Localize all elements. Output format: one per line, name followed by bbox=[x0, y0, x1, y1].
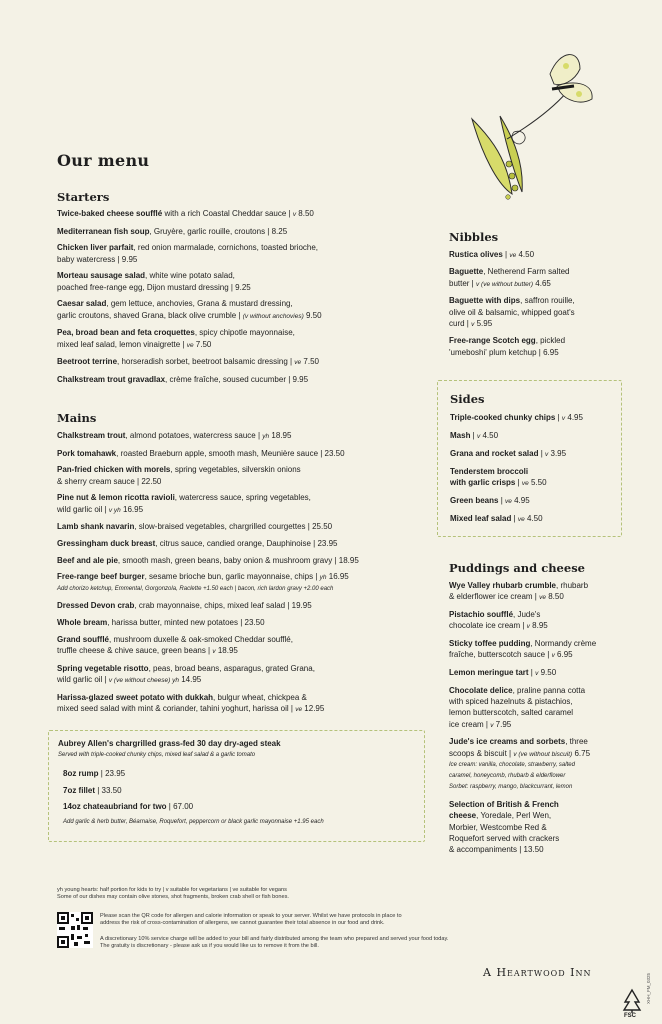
item-price: 4.65 bbox=[533, 278, 551, 288]
item-line bbox=[449, 667, 624, 679]
item-line bbox=[449, 591, 624, 603]
item-name: Mixed leaf salad bbox=[450, 513, 512, 523]
diet-tag: ve bbox=[521, 479, 529, 487]
item-price: 14.95 bbox=[178, 675, 202, 685]
item-price: 8.50 bbox=[296, 209, 314, 218]
service-line-1: A discretionary 10% service charge will be added to your bill and fairly distributed among the team who prepared and served your food today. bbox=[100, 936, 449, 942]
mains-list bbox=[57, 430, 437, 721]
qr-code[interactable] bbox=[57, 912, 93, 948]
item-line bbox=[57, 538, 437, 549]
item-name-2: cheese bbox=[449, 811, 477, 821]
item-price: 12.95 bbox=[302, 704, 325, 714]
item-desc-line2: scoops & biscuit | bbox=[449, 748, 514, 758]
item-desc: , spring vegetables, silverskin onions bbox=[170, 465, 301, 475]
item-price: 16.95 bbox=[326, 572, 349, 582]
steak-name: 7oz fillet bbox=[63, 785, 96, 795]
item-line bbox=[449, 707, 624, 718]
sides-item bbox=[450, 466, 615, 490]
mains-item bbox=[57, 521, 437, 532]
item-note: caramel, honeycomb, rhubarb & elderflower bbox=[449, 773, 566, 780]
item-line bbox=[449, 649, 624, 661]
item-name: Baguette with dips bbox=[449, 296, 521, 306]
item-line bbox=[57, 464, 437, 475]
puddings-item bbox=[449, 667, 624, 679]
item-desc: | bbox=[515, 477, 522, 487]
item-desc: , horseradish sorbet, beetroot balsamic dressing | bbox=[117, 357, 295, 367]
item-desc: , saffron rouille, bbox=[520, 296, 575, 306]
mains-item bbox=[57, 430, 437, 442]
item-name: Tenderstem broccoli bbox=[450, 466, 529, 476]
sides-item bbox=[450, 495, 615, 507]
page-title: Our menu bbox=[57, 151, 150, 170]
starters-item bbox=[57, 374, 427, 385]
item-desc: | bbox=[555, 413, 562, 422]
item-desc: , sesame brioche bun, garlic mayonnaise, chips | bbox=[144, 572, 320, 582]
starters-item bbox=[57, 270, 427, 293]
item-line bbox=[57, 476, 437, 487]
diet-tag: v bbox=[561, 415, 566, 422]
mains-item bbox=[57, 555, 437, 566]
starters-item bbox=[57, 298, 427, 322]
allergen-line-2: address the risk of cross-contamination of allergens, we cannot guarantee their total absence in our food and drink. bbox=[100, 920, 385, 927]
item-desc: , spicy chipotle mayonnaise, bbox=[194, 328, 295, 338]
item-line bbox=[449, 249, 624, 261]
steak-item bbox=[63, 768, 403, 779]
item-desc: , smooth mash, green beans, baby onion & mushroom gravy | 18.95 bbox=[117, 555, 359, 565]
item-desc: , gem lettuce, anchovies, Grana & mustard dressing, bbox=[106, 299, 293, 309]
item-price: 4.50 bbox=[480, 430, 499, 440]
item-name: Triple-cooked chunky chips bbox=[450, 413, 556, 422]
item-name: Free-range Scotch egg bbox=[449, 336, 536, 346]
item-line bbox=[57, 374, 427, 385]
item-line bbox=[449, 620, 624, 632]
item-line bbox=[449, 307, 624, 318]
item-name: Pea, broad bean and feta croquettes bbox=[57, 328, 195, 338]
item-price: 9.50 bbox=[538, 667, 557, 677]
steak-sub: Served with triple-cooked chunky chips, mixed leaf salad & a garlic tomato bbox=[58, 752, 256, 758]
item-desc: , watercress sauce, spring vegetables, bbox=[174, 493, 311, 503]
puddings-item bbox=[449, 609, 624, 633]
item-line bbox=[57, 356, 427, 368]
item-price: 7.95 bbox=[493, 719, 512, 729]
item-price: 4.50 bbox=[524, 513, 543, 523]
diet-tag: yh bbox=[262, 433, 270, 440]
item-line bbox=[450, 448, 615, 460]
item-desc: | bbox=[511, 513, 518, 523]
starters-item bbox=[57, 356, 427, 368]
diet-tag: ve bbox=[186, 341, 194, 349]
item-name: Pork tomahawk bbox=[57, 448, 117, 458]
mains-item bbox=[57, 663, 437, 687]
diet-tag: v (ve without butter) bbox=[475, 280, 534, 288]
item-desc: | bbox=[502, 250, 510, 259]
item-desc-line3: curd | bbox=[449, 318, 472, 328]
item-desc-line2: chocolate ice cream | bbox=[449, 621, 527, 631]
diet-tag: v bbox=[526, 623, 530, 631]
item-line bbox=[57, 448, 437, 459]
legend-line-2: Some of our dishes may contain olive stones, shot fragments, broken crab shell or fish bones. bbox=[57, 894, 289, 901]
item-desc-line4: & accompaniments | 13.50 bbox=[449, 845, 544, 855]
item-name: Mediterranean fish soup bbox=[57, 226, 150, 236]
steak-name: 14oz chateaubriand for two bbox=[63, 802, 167, 812]
item-price: 9.50 bbox=[303, 310, 322, 320]
mains-item bbox=[57, 492, 437, 516]
steak-price: | 33.50 bbox=[95, 785, 122, 795]
sides-heading: Sides bbox=[450, 392, 485, 406]
item-desc: , Jude's bbox=[513, 609, 541, 619]
diet-tag: ve bbox=[294, 359, 302, 367]
item-name: Selection of British & French bbox=[449, 800, 559, 810]
diet-tag: v yh bbox=[108, 506, 121, 514]
item-desc-line2: truffle cheese & chive sauce, green beans | bbox=[57, 646, 213, 656]
item-name: Harissa-glazed sweet potato with dukkah bbox=[57, 692, 214, 702]
item-line bbox=[57, 270, 427, 281]
item-line bbox=[449, 799, 624, 822]
item-line bbox=[449, 318, 624, 330]
puddings-item bbox=[449, 799, 624, 855]
diet-tag: ve bbox=[539, 594, 546, 602]
item-name: Sticky toffee pudding bbox=[449, 638, 531, 648]
diet-tag: v (ve without cheese) yh bbox=[108, 677, 179, 685]
item-line bbox=[449, 266, 624, 277]
nibbles-heading: Nibbles bbox=[449, 230, 499, 244]
item-desc: , roasted Braeburn apple, smooth mash, Meunière sauce | 23.50 bbox=[116, 448, 345, 458]
item-line bbox=[57, 298, 427, 309]
item-note: Sorbet: raspberry, mango, blackcurrant, lemon bbox=[449, 784, 573, 791]
item-line bbox=[57, 254, 427, 265]
item-line bbox=[57, 617, 437, 628]
item-desc-line3: lemon butterscotch, salted caramel bbox=[449, 708, 574, 718]
sides-item bbox=[450, 430, 615, 442]
item-desc-line2: poached free-range egg, Dijon mustard dressing | 9.25 bbox=[57, 282, 251, 292]
item-name: Chalkstream trout gravadlax bbox=[57, 375, 166, 384]
item-line bbox=[449, 748, 624, 760]
item-line bbox=[449, 580, 624, 591]
item-line bbox=[57, 430, 437, 442]
diet-tag: ve bbox=[295, 706, 303, 714]
nibbles-item bbox=[449, 335, 624, 358]
diet-tag: yh bbox=[319, 574, 327, 582]
item-name: Pistachio soufflé bbox=[449, 609, 514, 619]
item-name: Twice-baked cheese soufflé bbox=[57, 209, 163, 218]
item-name: Chicken liver parfait bbox=[57, 243, 134, 253]
starters-item bbox=[57, 327, 427, 351]
item-price: 8.50 bbox=[545, 592, 564, 602]
brand-name: A Heartwood Inn bbox=[483, 966, 592, 979]
puddings-list bbox=[449, 580, 624, 861]
item-desc: | bbox=[538, 448, 546, 458]
item-line bbox=[450, 513, 615, 525]
item-line bbox=[57, 282, 427, 293]
print-code: XHH_FM_0325 bbox=[646, 972, 651, 1004]
nibbles-list bbox=[449, 249, 624, 363]
item-desc: , three bbox=[565, 737, 588, 747]
legend bbox=[57, 887, 617, 901]
diet-tag: v bbox=[292, 211, 297, 218]
item-name: Chalkstream trout bbox=[57, 431, 126, 440]
item-price: 4.95 bbox=[511, 495, 530, 505]
item-name: Gressingham duck breast bbox=[57, 539, 156, 549]
sides-list bbox=[450, 412, 615, 531]
mains-item bbox=[57, 464, 437, 487]
item-desc: , bulgur wheat, chickpea & bbox=[213, 692, 307, 702]
legend-line: yh young hearts: half portion for kids to try | v suitable for vegetarians | ve suitable for vegans bbox=[57, 887, 287, 893]
item-line bbox=[449, 347, 624, 358]
item-name: Dressed Devon crab bbox=[57, 601, 135, 611]
item-name: Caesar salad bbox=[57, 299, 107, 309]
item-line bbox=[450, 430, 615, 442]
item-name: Beef and ale pie bbox=[57, 555, 118, 565]
item-line bbox=[57, 600, 437, 611]
item-desc-line2: wild garlic oil | bbox=[57, 504, 109, 514]
item-name: Wye Valley rhubarb crumble bbox=[449, 581, 557, 590]
steak-list bbox=[63, 768, 403, 818]
item-desc-line2: olive oil & balsamic, whipped goat's bbox=[449, 307, 575, 317]
item-desc: , white wine potato salad, bbox=[145, 271, 235, 281]
item-desc-line4: ice cream | bbox=[449, 719, 491, 729]
item-name: Green beans bbox=[450, 495, 499, 505]
item-price: 18.95 bbox=[215, 646, 238, 656]
butterfly-peapod-illustration bbox=[462, 44, 612, 214]
item-line bbox=[57, 339, 427, 351]
item-desc-line2: mixed leaf salad, lemon vinaigrette | bbox=[57, 339, 187, 349]
item-line bbox=[449, 609, 624, 620]
puddings-item bbox=[449, 638, 624, 662]
diet-tag: v bbox=[212, 648, 216, 656]
item-line bbox=[57, 504, 437, 516]
sides-item bbox=[450, 412, 615, 424]
mains-item bbox=[57, 600, 437, 611]
item-desc: , citrus sauce, candied orange, Dauphinoise | 23.95 bbox=[155, 539, 338, 549]
starters-heading: Starters bbox=[57, 190, 110, 204]
item-line bbox=[57, 242, 427, 253]
item-desc: | bbox=[470, 430, 477, 440]
steak-heading: Aubrey Allen's chargrilled grass-fed 30 day dry-aged steak bbox=[58, 739, 281, 748]
item-line bbox=[57, 571, 437, 583]
item-price: 16.95 bbox=[120, 504, 144, 514]
item-line bbox=[57, 555, 437, 566]
item-desc-line2: garlic croutons, shaved Grana, black olive crumble | bbox=[57, 310, 243, 320]
item-desc: , Netherend Farm salted bbox=[483, 267, 570, 277]
item-desc-line2: baby watercress | 9.95 bbox=[57, 254, 138, 264]
item-desc: , peas, broad beans, asparagus, grated Grana, bbox=[148, 663, 315, 673]
item-name: Free-range beef burger bbox=[57, 572, 145, 582]
item-name: Whole bream bbox=[57, 618, 108, 628]
item-line bbox=[449, 844, 624, 855]
item-name: Jude's ice creams and sorbets bbox=[449, 737, 566, 747]
item-desc: with a rich Coastal Cheddar sauce | bbox=[162, 209, 293, 218]
item-name: Grana and rocket salad bbox=[450, 448, 539, 458]
item-line bbox=[449, 335, 624, 346]
item-line bbox=[57, 674, 437, 686]
item-name: Chocolate delice bbox=[449, 685, 513, 695]
mains-item bbox=[57, 538, 437, 549]
item-name: Lamb shank navarin bbox=[57, 522, 135, 532]
item-desc-line2: with spiced hazelnuts & pistachios, bbox=[449, 696, 573, 706]
item-desc-line3: Roquefort served with crackers bbox=[449, 833, 560, 843]
item-line bbox=[57, 703, 437, 715]
item-desc-line2: Morbier, Westcombe Red & bbox=[449, 822, 547, 832]
item-line bbox=[57, 492, 437, 503]
item-line bbox=[57, 310, 427, 322]
mains-item bbox=[57, 448, 437, 459]
mains-item bbox=[57, 634, 437, 658]
item-desc: , slow-braised vegetables, chargrilled courgettes | 25.50 bbox=[134, 522, 333, 532]
item-line bbox=[449, 822, 624, 833]
item-line bbox=[450, 495, 615, 507]
item-name: Morteau sausage salad bbox=[57, 271, 146, 281]
item-name-2: with garlic crisps bbox=[450, 477, 516, 487]
item-desc-line2: 'umeboshi' plum ketchup | 6.95 bbox=[449, 347, 559, 357]
item-line bbox=[449, 638, 624, 649]
item-note: Ice cream: vanilla, chocolate, strawberry, salted bbox=[449, 761, 575, 768]
item-desc: , Yoredale, Perl Wen, bbox=[476, 811, 552, 821]
starters-item bbox=[57, 208, 427, 220]
mains-item bbox=[57, 617, 437, 628]
item-price: 8.95 bbox=[529, 621, 548, 631]
starters-item bbox=[57, 226, 427, 237]
diet-tag: (v without anchovies) bbox=[242, 312, 304, 320]
item-desc: , praline panna cotta bbox=[512, 685, 586, 695]
item-line bbox=[57, 634, 437, 645]
item-name: Rustica olives bbox=[449, 250, 503, 259]
item-line bbox=[57, 327, 427, 338]
item-desc: | bbox=[498, 495, 505, 505]
item-price: 18.95 bbox=[269, 431, 292, 440]
item-line bbox=[449, 295, 624, 306]
item-line bbox=[449, 685, 624, 696]
item-note: Add chorizo ketchup, Emmental, Gorgonzola, Raclette +1.50 each | bacon, rich lardon gravy +2.00 each bbox=[57, 585, 334, 592]
starters-list bbox=[57, 208, 427, 391]
item-line bbox=[57, 208, 427, 220]
item-price: 6.75 bbox=[572, 748, 591, 758]
diet-tag: v (ve without biscuit) bbox=[513, 750, 573, 758]
item-line bbox=[450, 412, 615, 424]
steak-name: 8oz rump bbox=[63, 769, 99, 778]
item-desc: , Normandy crème bbox=[530, 638, 597, 648]
mains-item bbox=[57, 692, 437, 716]
fsc-label: FSC bbox=[624, 1013, 636, 1019]
item-price: 4.95 bbox=[565, 413, 583, 422]
item-desc: , mushroom duxelle & oak-smoked Cheddar soufflé, bbox=[109, 634, 293, 644]
item-name: Mash bbox=[450, 430, 471, 440]
mains-heading: Mains bbox=[57, 411, 97, 425]
diet-tag: ve bbox=[509, 252, 517, 259]
item-desc: | bbox=[528, 667, 536, 677]
puddings-heading: Puddings and cheese bbox=[449, 561, 585, 575]
diet-tag: ve bbox=[505, 497, 512, 505]
puddings-item bbox=[449, 736, 624, 793]
item-line bbox=[449, 278, 624, 290]
steak-note: Add garlic & herb butter, Béarnaise, Roquefort, peppercorn or black garlic mayonnaise +1.95 each bbox=[63, 819, 324, 825]
item-desc: , harissa butter, minted new potatoes | 23.50 bbox=[107, 618, 265, 628]
sides-item bbox=[450, 448, 615, 460]
service-line-2: The gratuity is discretionary - please ask us if you would like us to remove it from the bill. bbox=[100, 943, 319, 950]
nibbles-item bbox=[449, 295, 624, 330]
item-line bbox=[57, 521, 437, 532]
item-line bbox=[449, 833, 624, 844]
mains-item bbox=[57, 571, 437, 595]
service-charge-info bbox=[100, 936, 620, 950]
item-price: 7.50 bbox=[301, 357, 319, 367]
steak-item bbox=[63, 785, 403, 796]
item-desc-line2: fraîche, butterscotch sauce | bbox=[449, 650, 552, 660]
item-name: Baguette bbox=[449, 267, 484, 277]
item-desc: , pickled bbox=[535, 336, 566, 346]
allergen-info bbox=[100, 913, 620, 927]
item-name: Grand soufflé bbox=[57, 634, 110, 644]
item-name: Lemon meringue tart bbox=[449, 667, 529, 677]
item-desc-line2: & elderflower ice cream | bbox=[449, 592, 540, 602]
item-desc-line2: & sherry cream sauce | 22.50 bbox=[57, 476, 162, 486]
nibbles-item bbox=[449, 249, 624, 261]
starters-item bbox=[57, 242, 427, 265]
item-desc: , crab mayonnaise, chips, mixed leaf salad | 19.95 bbox=[134, 601, 312, 611]
item-price: 6.95 bbox=[554, 650, 573, 660]
diet-tag: v bbox=[551, 652, 555, 660]
item-line bbox=[449, 736, 624, 747]
item-price: 4.50 bbox=[516, 250, 535, 259]
item-desc: , crème fraîche, soused cucumber | 9.95 bbox=[165, 375, 309, 384]
item-desc-line2: butter | bbox=[449, 278, 476, 288]
nibbles-item bbox=[449, 266, 624, 290]
diet-tag: v bbox=[471, 320, 475, 328]
item-name: Beetroot terrine bbox=[57, 357, 118, 367]
item-line bbox=[57, 226, 427, 237]
diet-tag: v bbox=[535, 669, 539, 677]
item-price: 3.95 bbox=[548, 448, 567, 458]
item-desc-line2: wild garlic oil | bbox=[57, 675, 109, 685]
diet-tag: ve bbox=[517, 515, 525, 523]
item-name: Spring vegetable risotto bbox=[57, 663, 149, 673]
diet-tag: v bbox=[545, 450, 549, 458]
allergen-line-1: Please scan the QR code for allergen and calorie information or speak to your server. Whilst we have protocols in place to bbox=[100, 913, 402, 919]
item-desc: , almond potatoes, watercress sauce | bbox=[125, 431, 263, 440]
item-price: 5.50 bbox=[528, 477, 547, 487]
item-price: 5.95 bbox=[474, 318, 493, 328]
item-price: 7.50 bbox=[193, 339, 212, 349]
sides-item bbox=[450, 513, 615, 525]
item-line bbox=[57, 645, 437, 657]
item-line bbox=[450, 466, 615, 490]
puddings-item bbox=[449, 580, 624, 604]
item-name: Pan-fried chicken with morels bbox=[57, 465, 171, 475]
diet-tag: v bbox=[476, 432, 481, 440]
item-line bbox=[57, 663, 437, 674]
item-line bbox=[449, 719, 624, 731]
item-line bbox=[57, 692, 437, 703]
item-desc: , Gruyère, garlic rouille, croutons | 8.25 bbox=[149, 226, 288, 236]
item-desc: , red onion marmalade, cornichons, toasted brioche, bbox=[133, 243, 319, 253]
item-name: Pine nut & lemon ricotta ravioli bbox=[57, 493, 175, 503]
steak-price: | 67.00 bbox=[166, 802, 194, 812]
item-desc: , rhubarb bbox=[556, 581, 589, 590]
item-desc-line2: mixed seed salad with mint & coriander, tahini yoghurt, harissa oil | bbox=[57, 704, 296, 714]
puddings-item bbox=[449, 685, 624, 731]
item-line bbox=[449, 696, 624, 707]
steak-price: | 23.95 bbox=[98, 769, 126, 778]
steak-item bbox=[63, 801, 403, 812]
diet-tag: v bbox=[490, 721, 494, 729]
